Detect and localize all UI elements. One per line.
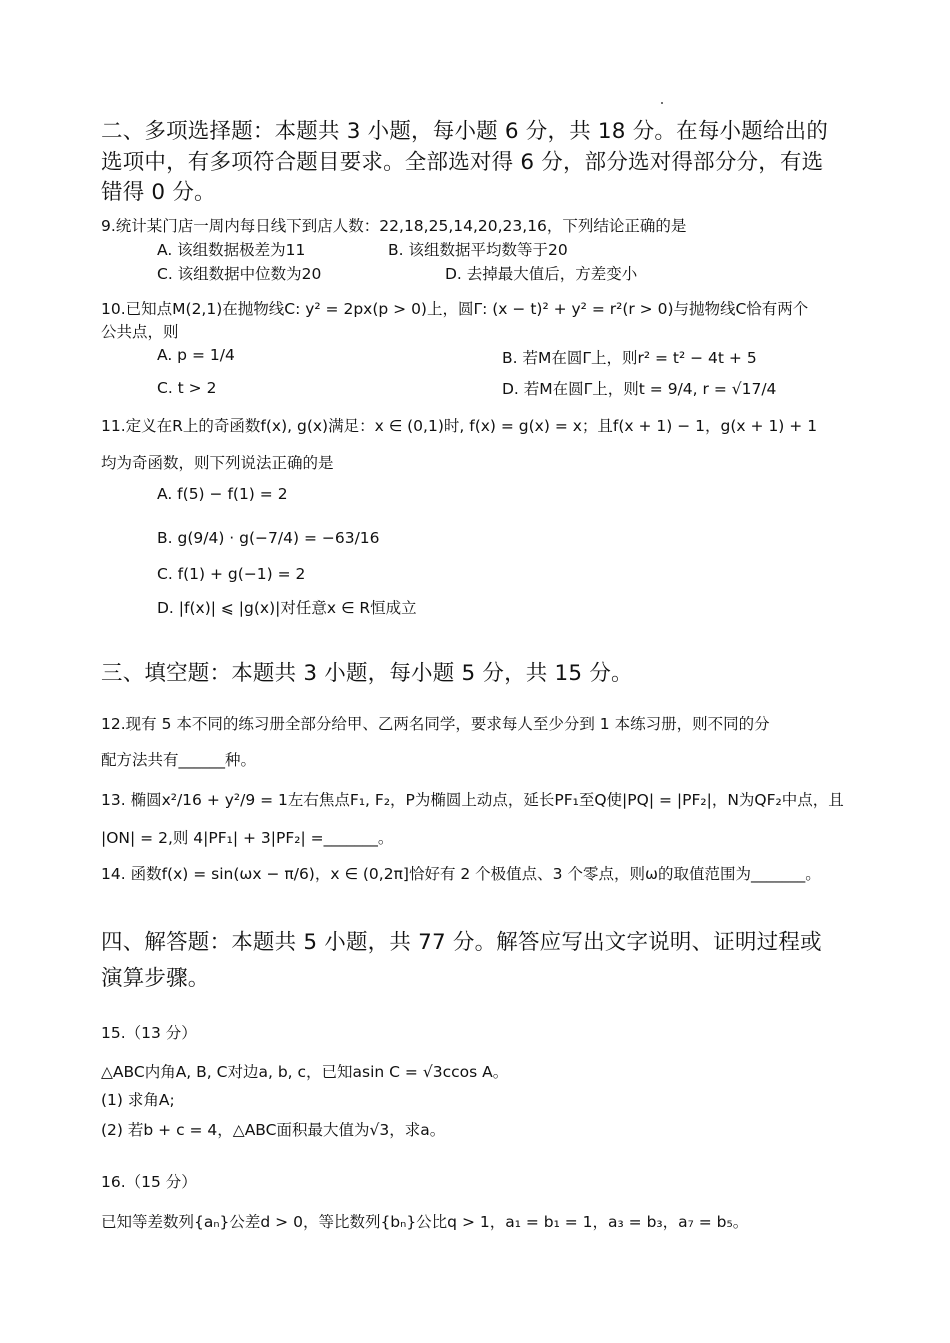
q11-option-d: D. |f(x)| ⩽ |g(x)|对任意x ∈ R恒成立	[157, 599, 417, 617]
section2-heading-line1: 二、多项选择题：本题共 3 小题，每小题 6 分，共 18 分。在每小题给出的	[101, 119, 829, 144]
q15-header: 15.（13 分）	[101, 1024, 197, 1042]
q13-line1: 13. 椭圆x²/16 + y²/9 = 1左右焦点F₁, F₂，P为椭圆上动点，延长PF₁至Q使|PQ| = |PF₂|，N为QF₂中点，且	[101, 791, 844, 809]
q11-option-c: C. f(1) + g(−1) = 2	[157, 565, 306, 583]
q9-option-a: A. 该组数据极差为11	[157, 241, 306, 259]
q10-option-c: C. t > 2	[157, 379, 217, 397]
q9-option-d: D. 去掉最大值后，方差变小	[445, 265, 638, 283]
q16-header: 16.（15 分）	[101, 1173, 197, 1191]
q13-line2: |ON| = 2,则 4|PF₁| + 3|PF₂| =_______。	[101, 829, 394, 847]
q12-line1: 12.现有 5 本不同的练习册全部分给甲、乙两名同学，要求每人至少分到 1 本练习册，则不同的分	[101, 715, 770, 733]
section4-heading-line2: 演算步骤。	[101, 966, 210, 991]
q10-option-d: D. 若M在圆Γ上，则t = 9/4, r = √17/4	[502, 380, 777, 398]
q11-stem-line2: 均为奇函数，则下列说法正确的是	[101, 454, 334, 472]
q9-option-c: C. 该组数据中位数为20	[157, 265, 322, 283]
q10-stem-line2: 公共点，则	[101, 323, 179, 341]
q9-stem: 9.统计某门店一周内每日线下到店人数：22,18,25,14,20,23,16，下列结论正确的是	[101, 217, 687, 235]
section3-heading: 三、填空题：本题共 3 小题，每小题 5 分，共 15 分。	[101, 661, 633, 686]
q10-option-a: A. p = 1/4	[157, 346, 235, 364]
q15-stem: △ABC内角A, B, C对边a, b, c，已知asin C = √3ccos A。	[101, 1063, 509, 1081]
section4-heading-line1: 四、解答题：本题共 5 小题，共 77 分。解答应写出文字说明、证明过程或	[101, 930, 822, 955]
q12-line2: 配方法共有______种。	[101, 751, 257, 769]
q16-stem: 已知等差数列{aₙ}公差d > 0，等比数列{bₙ}公比q > 1，a₁ = b₁ = 1，a₃ = b₃，a₇ = b₅。	[101, 1213, 749, 1231]
q11-option-a: A. f(5) − f(1) = 2	[157, 485, 288, 503]
speck	[661, 102, 663, 104]
section2-heading-line2: 选项中，有多项符合题目要求。全部选对得 6 分，部分选对得部分分，有选	[101, 150, 824, 175]
q15-part1: (1) 求角A;	[101, 1091, 175, 1109]
section2-heading-line3: 错得 0 分。	[101, 180, 216, 205]
q15-part2: (2) 若b + c = 4，△ABC面积最大值为√3，求a。	[101, 1121, 446, 1139]
q14-line1: 14. 函数f(x) = sin(ωx − π/6)，x ∈ (0,2π]恰好有 2 个极值点、3 个零点，则ω的取值范围为_______。	[101, 865, 821, 883]
q11-option-b: B. g(9/4) · g(−7/4) = −63/16	[157, 529, 380, 547]
q11-stem-line1: 11.定义在R上的奇函数f(x), g(x)满足：x ∈ (0,1)时, f(x) = g(x) = x；且f(x + 1) − 1，g(x + 1) + 1	[101, 417, 818, 435]
q10-stem-line1: 10.已知点M(2,1)在抛物线C: y² = 2px(p > 0)上，圆Γ: (x − t)² + y² = r²(r > 0)与抛物线C恰有两个	[101, 300, 809, 318]
q10-option-b: B. 若M在圆Γ上，则r² = t² − 4t + 5	[502, 349, 757, 367]
q9-option-b: B. 该组数据平均数等于20	[388, 241, 568, 259]
